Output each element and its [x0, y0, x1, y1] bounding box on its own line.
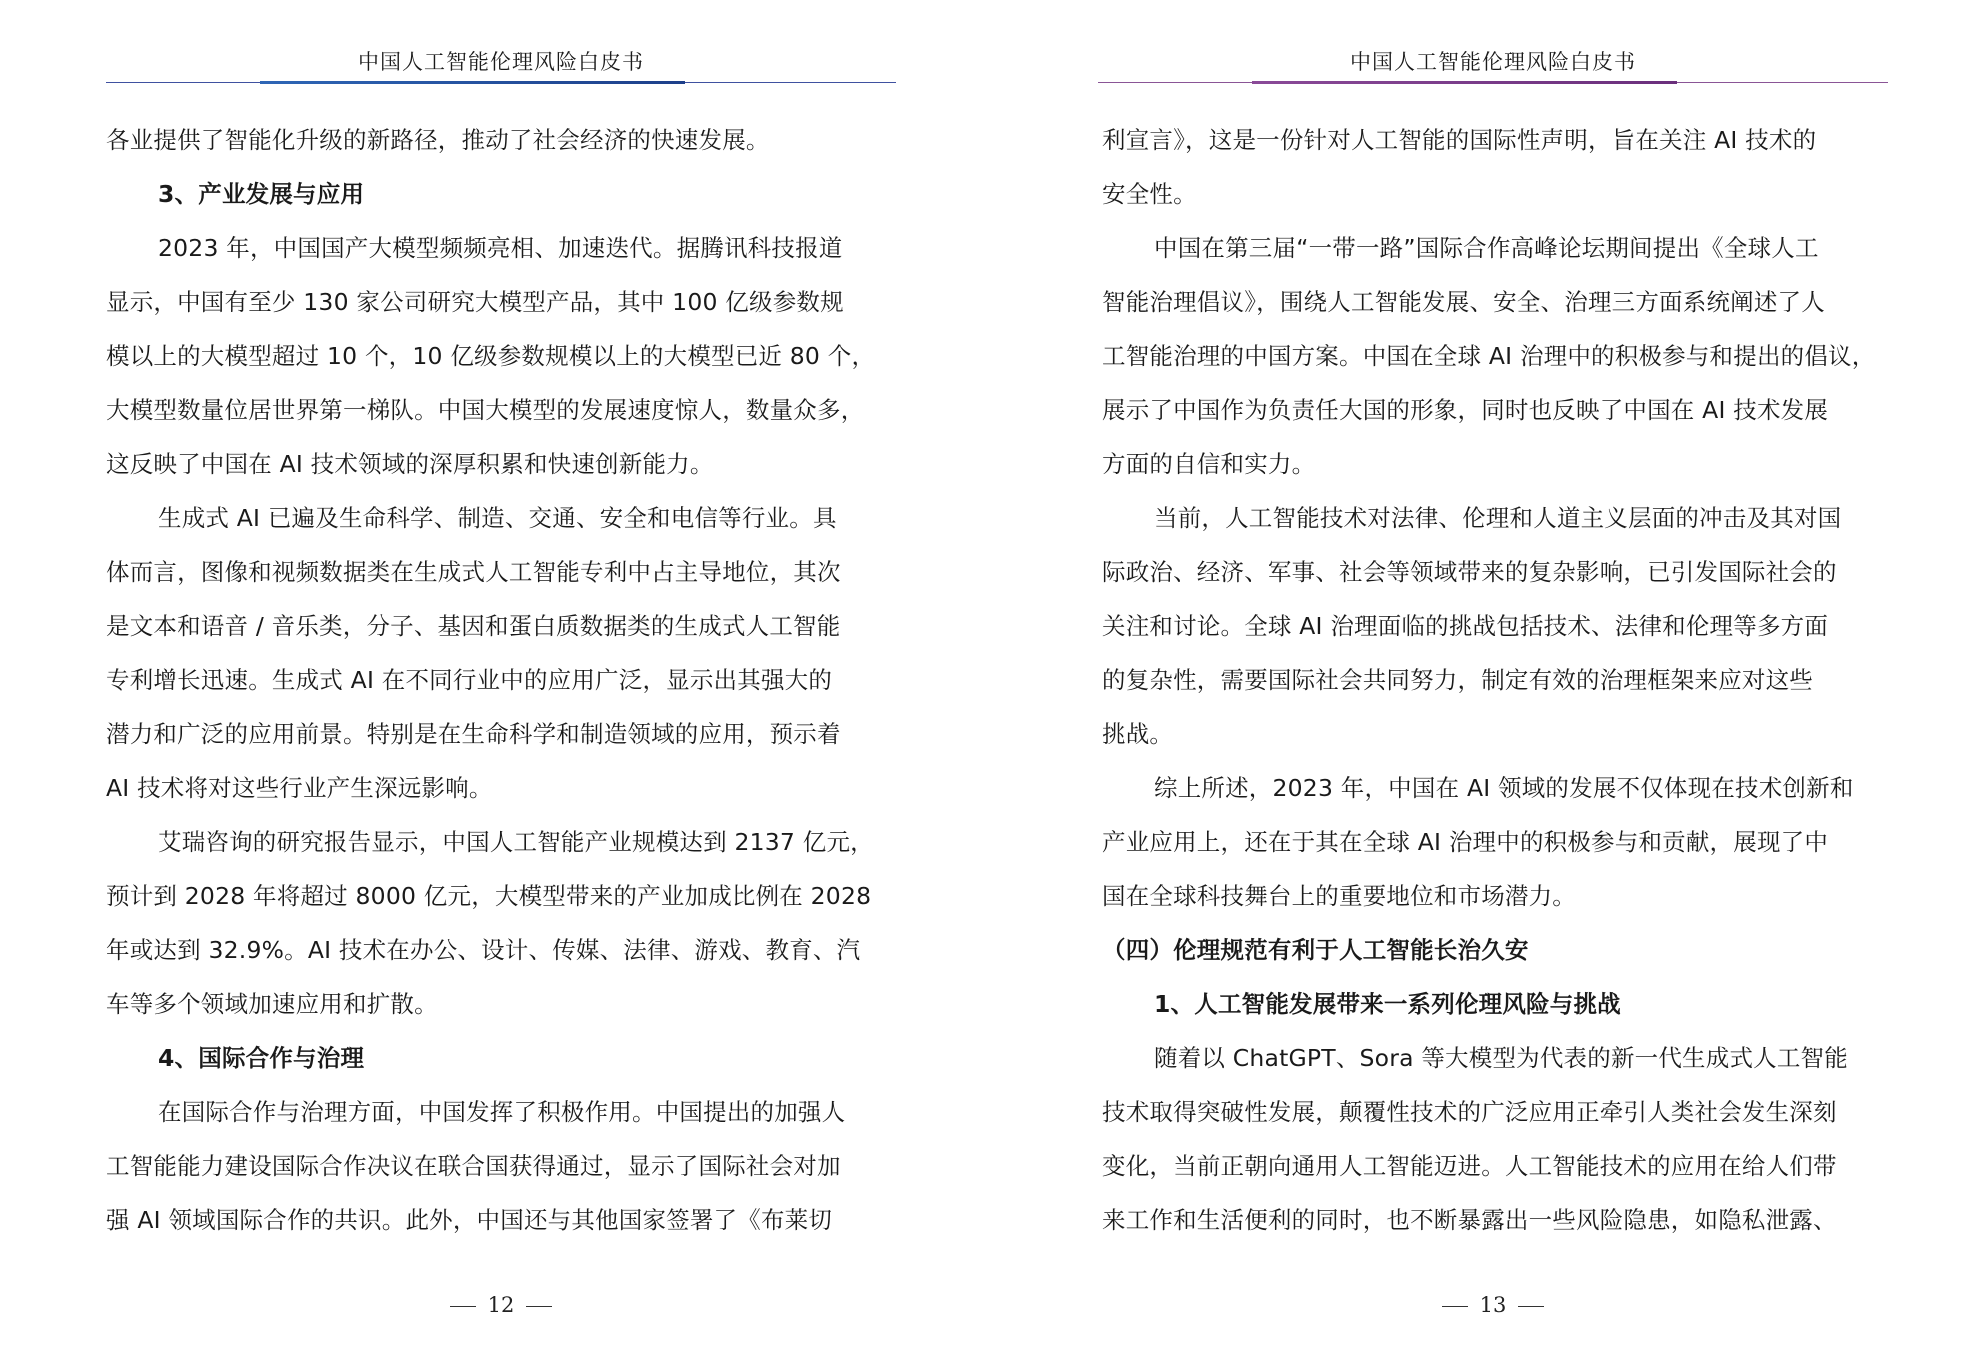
paragraph-line: 安全性。	[1102, 180, 1197, 208]
running-title: 中国人工智能伦理风险白皮书	[1350, 50, 1636, 74]
body-text	[106, 113, 896, 1247]
paragraph-line: 工智能能力建设国际合作决议在联合国获得通过，显示了国际社会对加	[106, 1152, 841, 1180]
paragraph-line: 这反映了中国在 AI 技术领域的深厚积累和快速创新能力。	[106, 450, 714, 478]
footer-dash	[1442, 1306, 1468, 1307]
paragraph-line: 产业应用上，还在于其在全球 AI 治理中的积极参与和贡献，展现了中	[1102, 828, 1829, 856]
paragraph-line: 体而言，图像和视频数据类在生成式人工智能专利中占主导地位，其次	[106, 558, 841, 586]
paragraph-line: 生成式 AI 已遍及生命科学、制造、交通、安全和电信等行业。具	[158, 504, 837, 532]
paragraph-line: 模以上的大模型超过 10 个，10 亿级参数规模以上的大模型已近 80 个，	[106, 342, 876, 370]
paragraph-line: 技术取得突破性发展，颠覆性技术的广泛应用正牵引人类社会发生深刻	[1102, 1098, 1837, 1126]
section-heading: 4、国际合作与治理	[158, 1044, 365, 1072]
paragraph-line: 国在全球科技舞台上的重要地位和市场潜力。	[1102, 882, 1576, 910]
page-footer	[106, 1291, 896, 1319]
paragraph-line: 利宣言》，这是一份针对人工智能的国际性声明，旨在关注 AI 技术的	[1102, 126, 1817, 154]
paragraph-line: 中国在第三届“一带一路”国际合作高峰论坛期间提出《全球人工	[1154, 234, 1819, 262]
paragraph-line: 显示，中国有至少 130 家公司研究大模型产品，其中 100 亿级参数规	[106, 288, 844, 316]
paragraph-line: 展示了中国作为负责任大国的形象，同时也反映了中国在 AI 技术发展	[1102, 396, 1829, 424]
subsection-heading: 1、人工智能发展带来一系列伦理风险与挑战	[1154, 990, 1621, 1018]
paragraph-line: 预计到 2028 年将超过 8000 亿元，大模型带来的产业加成比例在 2028	[106, 882, 872, 910]
paragraph-line: 艾瑞咨询的研究报告显示，中国人工智能产业规模达到 2137 亿元，	[158, 828, 874, 856]
paragraph-line: 各业提供了智能化升级的新路径，推动了社会经济的快速发展。	[106, 126, 770, 154]
header-rule	[1098, 81, 1888, 84]
header-rule-accent	[1252, 81, 1677, 84]
paragraph-line: 变化，当前正朝向通用人工智能迈进。人工智能技术的应用在给人们带	[1102, 1152, 1837, 1180]
paragraph-line: 关注和讨论。全球 AI 治理面临的挑战包括技术、法律和伦理等多方面	[1102, 612, 1829, 640]
paragraph-line: 强 AI 领域国际合作的共识。此外，中国还与其他国家签署了《布莱切	[106, 1206, 833, 1234]
paragraph-line: 车等多个领域加速应用和扩散。	[106, 990, 438, 1018]
paragraph-line: 大模型数量位居世界第一梯队。中国大模型的发展速度惊人，数量众多，	[106, 396, 865, 424]
header-rule-accent	[260, 81, 685, 84]
paragraph-line: 年或达到 32.9%。AI 技术在办公、设计、传媒、法律、游戏、教育、汽	[106, 936, 861, 964]
paragraph-line: 综上所述，2023 年，中国在 AI 领域的发展不仅体现在技术创新和	[1154, 774, 1854, 802]
footer-dash	[1518, 1306, 1544, 1307]
paragraph-line: 的复杂性，需要国际社会共同努力，制定有效的治理框架来应对这些	[1102, 666, 1813, 694]
body-text	[1102, 113, 1892, 1247]
paragraph-line: 智能治理倡议》，围绕人工智能发展、安全、治理三方面系统阐述了人	[1102, 288, 1825, 316]
header-rule	[106, 81, 896, 84]
paragraph-line: 工智能治理的中国方案。中国在全球 AI 治理中的积极参与和提出的倡议，	[1102, 342, 1876, 370]
paragraph-line: 际政治、经济、军事、社会等领域带来的复杂影响，已引发国际社会的	[1102, 558, 1837, 586]
paragraph-line: 潜力和广泛的应用前景。特别是在生命科学和制造领域的应用，预示着	[106, 720, 841, 748]
paragraph-line: AI 技术将对这些行业产生深远影响。	[106, 774, 493, 802]
paragraph-line: 随着以 ChatGPT、Sora 等大模型为代表的新一代生成式人工智能	[1154, 1044, 1848, 1072]
section-heading: 3、产业发展与应用	[158, 180, 365, 208]
running-title: 中国人工智能伦理风险白皮书	[358, 50, 644, 74]
right-page	[992, 0, 1984, 1346]
paragraph-line: 是文本和语音 / 音乐类，分子、基因和蛋白质数据类的生成式人工智能	[106, 612, 841, 640]
paragraph-line: 方面的自信和实力。	[1102, 450, 1316, 478]
paragraph-line: 专利增长迅速。生成式 AI 在不同行业中的应用广泛，显示出其强大的	[106, 666, 833, 694]
footer-dash	[526, 1306, 552, 1307]
section-heading: （四）伦理规范有利于人工智能长治久安	[1102, 936, 1529, 964]
page-number: 13	[1479, 1293, 1507, 1317]
paragraph-line: 挑战。	[1102, 720, 1174, 748]
page-number: 12	[487, 1293, 515, 1317]
paragraph-line: 来工作和生活便利的同时，也不断暴露出一些风险隐患，如隐私泄露、	[1102, 1206, 1837, 1234]
paragraph-line: 当前，人工智能技术对法律、伦理和人道主义层面的冲击及其对国	[1154, 504, 1842, 532]
paragraph-line: 2023 年，中国国产大模型频频亮相、加速迭代。据腾讯科技报道	[158, 234, 843, 262]
paragraph-line: 在国际合作与治理方面，中国发挥了积极作用。中国提出的加强人	[158, 1098, 846, 1126]
footer-dash	[450, 1306, 476, 1307]
page-footer	[1098, 1291, 1888, 1319]
